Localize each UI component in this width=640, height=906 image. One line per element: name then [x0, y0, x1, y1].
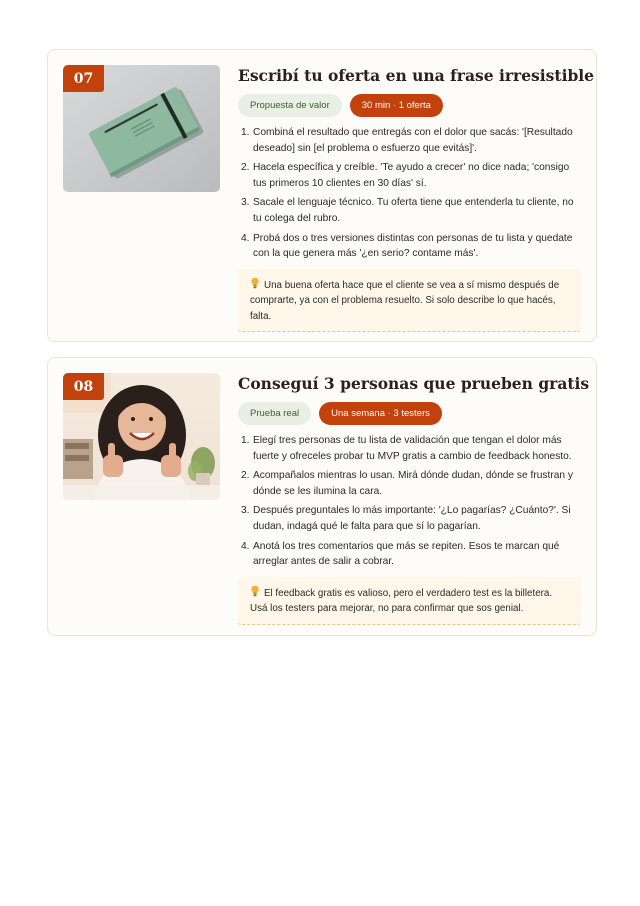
category-tag: Prueba real — [238, 402, 311, 425]
list-item — [238, 503, 581, 534]
item-number: 3. — [241, 197, 250, 209]
list-item — [238, 433, 581, 464]
step-card-07 — [47, 49, 597, 342]
step-card-08 — [47, 357, 597, 636]
item-number: 1. — [241, 127, 250, 138]
tip-box — [238, 269, 581, 333]
step-number-badge: 07 — [63, 65, 104, 92]
tip-text: Una buena oferta hace que el cliente se vea a sí mismo después de comprarte, ya con el problema resuelto. Si solo describe lo que hacés, falta. — [250, 279, 560, 322]
card-title: Escribí tu oferta en una frase irresistible — [238, 66, 595, 85]
list-item — [238, 539, 581, 570]
item-number: 4. — [241, 540, 250, 552]
item-text: Acompañalos mientras lo usan. Mirá dónde dudan, dónde se frustran y dónde se les ilumina la cara. — [253, 470, 573, 497]
item-number: 1. — [241, 435, 250, 446]
item-number: 2. — [241, 162, 250, 174]
card-title: Conseguí 3 personas que prueben gratis — [238, 374, 590, 393]
time-tag: Una semana · 3 testers — [319, 402, 442, 425]
list-item — [238, 231, 581, 262]
steps-list — [238, 433, 581, 570]
list-item — [238, 195, 581, 226]
time-tag: 30 min · 1 oferta — [350, 94, 443, 117]
item-text: Elegí tres personas de tu lista de validación que tengan el dolor más fuerte y ofreceles probar tu MVP gratis a cambio de feedback honesto. — [253, 435, 572, 462]
item-text: Probá dos o tres versiones distintas con personas de tu lista y quedate con la que genera más '¿en serio? contame más'. — [253, 232, 573, 260]
lightbulb-icon — [250, 585, 260, 597]
item-text: Sacale el lenguaje técnico. Tu oferta tiene que entenderla tu cliente, no tu colega del rubro. — [253, 197, 574, 224]
card-content — [238, 65, 595, 332]
item-number: 2. — [241, 470, 250, 482]
card-content — [238, 373, 590, 625]
list-item — [238, 125, 581, 156]
item-number: 3. — [241, 505, 250, 517]
tip-box — [238, 577, 581, 625]
person-photo — [63, 373, 220, 500]
category-tag: Propuesta de valor — [238, 94, 342, 117]
item-text: Hacela específica y creíble. 'Te ayudo a crecer' no dice nada; 'consigo tus primeros 10 clientes en 30 días' sí. — [253, 162, 570, 189]
item-text: Después preguntales lo más importante: '¿Lo pagarías? ¿Cuánto?'. Si dudan, indagá qué le falta para que sí lo pagarían. — [253, 505, 571, 532]
item-text: Combiná el resultado que entregás con el dolor que sacás: '[Resultado deseado] sin [el problema o esfuerzo que evitás]'. — [253, 127, 573, 154]
list-item — [238, 468, 581, 499]
item-text: Anotá los tres comentarios que más se repiten. Esos te marcan qué arreglar antes de salir a cobrar. — [253, 540, 560, 568]
tip-text: El feedback gratis es valioso, pero el verdadero test es la billetera. Usá los testers para mejorar, no para confirmar que sos genial. — [250, 587, 553, 615]
tag-row — [238, 94, 581, 117]
tag-row — [238, 402, 581, 425]
steps-list — [238, 125, 581, 262]
list-item — [238, 160, 581, 191]
item-number: 4. — [241, 232, 250, 244]
notebook-photo — [63, 65, 220, 192]
lightbulb-icon — [250, 277, 260, 289]
step-number-badge: 08 — [63, 373, 104, 400]
